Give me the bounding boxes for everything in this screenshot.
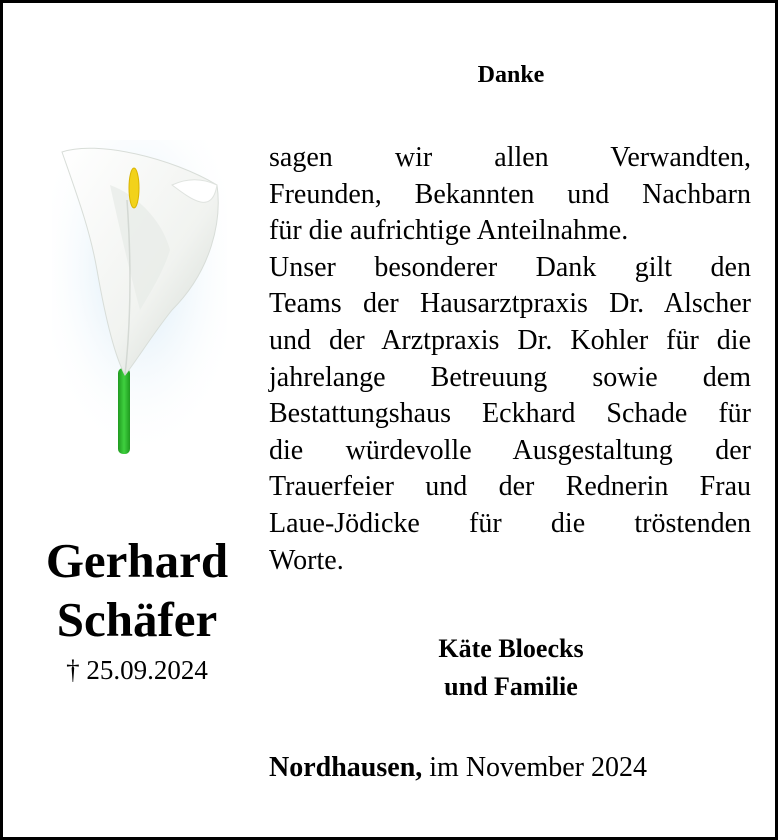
body-line: Freunden, Bekannten und Nachbarn <box>269 178 751 210</box>
body-line: Laue-Jödicke für die tröstenden <box>269 507 751 539</box>
notice-heading: Danke <box>477 62 545 88</box>
body-line: sagen wir allen Verwandten, <box>269 142 751 173</box>
body-line: und der Arztpraxis Dr. Kohler für die <box>269 324 751 356</box>
calla-lily-icon <box>52 140 227 460</box>
place-name: Nordhausen, <box>269 752 423 783</box>
body-line: jahrelange Betreuung sowie dem <box>269 361 751 393</box>
body-line: Bestattungshaus Eckhard Schade für <box>269 398 751 430</box>
death-date: † 25.09.2024 <box>66 655 208 685</box>
notice-body <box>269 140 751 579</box>
body-line: Teams der Hausarztpraxis Dr. Alscher <box>269 288 751 320</box>
body-line: für die aufrichtige Anteilnahme. <box>269 215 629 247</box>
signature <box>269 630 753 706</box>
deceased-name <box>13 531 261 649</box>
body-line: Worte. <box>269 544 344 576</box>
signature-line: Käte Bloecks <box>438 634 584 663</box>
body-line: Trauerfeier und der Rednerin Frau <box>269 471 751 503</box>
signature-line: und Familie <box>444 672 578 701</box>
last-name: Schäfer <box>56 592 218 647</box>
body-line: Unser besonderer Dank gilt den <box>269 251 751 283</box>
body-line: die würdevolle Ausgestaltung der <box>269 434 751 466</box>
date-text: im November 2024 <box>422 752 648 783</box>
first-name: Gerhard <box>45 533 229 588</box>
place-date-line <box>269 748 647 788</box>
